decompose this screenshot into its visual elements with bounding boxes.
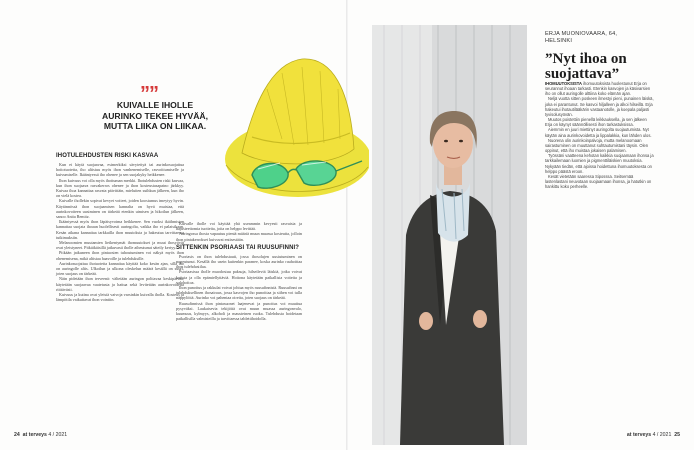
paragraph: Kuivalle iholle voi käyttää yhä useammin kevyesti rasvaisia ja hajusteettomia tuotteita, joita on helppo levittää. xyxy=(176,221,302,232)
issue-number: 4 / 2021 xyxy=(48,432,68,438)
paragraph: Aurinkosuojattua ihotuotetta kannattaa käyttää koko kesän ajan, sillä iho on auringolle altis. Ulkoilun ja ulkona oleskelun määrä kesällä on suuri, joten suojaus on tärkeää. xyxy=(56,260,184,277)
paragraph: Auringossa ihosta vapautuu pieniä määriä muun muassa kosteutta, jolloin ihon pintakerrokset kuivuvat entisestään. xyxy=(176,231,302,242)
paragraph: Kuivalle ihollekin sopivat kevyet voiteet, joiden koostumus imeytyy hyvin. Käytännössä ihon suojaamisen kannalta on hyvä muistaa, että aurinkovoiteen uusiminen on tärkeää etenkin uimisen ja hikoilun jälkeen, sanoo Anita Remitz. xyxy=(56,198,184,220)
paragraph: Ihon kuivuus voi olla myös ihottuman merkki. Ihotulehdusten riski kasvaa, kun ihon suojaava rasvakerros ohenee ja ihon kosteustasapaino järkkyy. Kuivaa ihoa kannattaa rasvata päivittäin, mieluiten suihkun jälkeen, kun iho on vielä kostea. xyxy=(56,177,184,199)
quote-mark: ”” xyxy=(140,83,158,105)
portrait-photo xyxy=(372,25,527,445)
article-column-2 xyxy=(176,221,302,321)
page-number: 24 xyxy=(14,432,20,438)
lead-bold: IHOMUUTOKSISTA xyxy=(545,81,582,86)
paragraph: Muutos poistettiin pienellä leikkauksella, ja sen jälkeen Erja on käynyt säännöllisesti ihon tarkastuksissa. xyxy=(545,117,647,128)
pull-quote: KUIVALLE IHOLLE AURINKO TEKEE HYVÄÄ, MUTTA LIIKA ON LIIKAA. xyxy=(102,100,208,131)
byline-city: HELSINKI xyxy=(545,38,573,44)
paragraph: Nuorena olin aurinkoinpalvoja, mutta melanoomaan sairastuminen on muuttanut suhtautumistani täysin. Olen oppinut, että iho muistaa jokaisen palamisen. xyxy=(545,137,649,154)
paragraph: Psoriasis on ihon tulehdustauti, jossa ihosolujen uusiutuminen on nopeutunut. Kesällä iho usein kuitenkin paranee, koska aurinko rauhoittaa ihon tulehdustilaa. xyxy=(176,253,302,270)
paragraph: Ikääntyessä myös ihon läpäisyvoima heikkenee. Sen vuoksi ikäihmisten kannattaa suojata ihoaan huolellisesti auringolta, vaikka iho ei palaisikaan. Kesän aikana kannattaa tarkkailla ihon muutoksia ja hakeutua tarvittaessa tutkimuksiin. xyxy=(56,219,184,240)
magazine-brand: at terveys xyxy=(22,432,47,438)
paragraph: Neljä vuotta sitten poskeen ilmestyi pieni, punainen läiskä, joka ei parantunut. Se kasvoi hiljalleen ja alkoi hilseillä. Erja hakeutui ihotautilääkärin vastaanotolle, ja koepala paljasti tyvisolusyövän. xyxy=(545,96,654,117)
paragraph: Melanoomien muutamien lieikentymät ihomuutokset ja muut ihosyövät ovat yleistyneet. Pitkäikäisillä jatkuvasti iholle aiheutunut säteily kertyy. xyxy=(56,240,184,251)
byline xyxy=(545,31,617,45)
paragraph: Kesät vietetään saaressa Siposssa. Seitsemää lastenlastani neuvotaan suojaamaan ihonsa, ja hatutkin on hankittu koko perheelle. xyxy=(545,173,652,190)
headline: ”Nyt ihoa on suojattava” xyxy=(545,51,627,82)
page-number: 25 xyxy=(674,432,680,438)
paragraph: Työssäni vaatteena kehotan kaikkia suojaamaan ihonsa ja tarkkailemaan luomien ja pigmenttiläiskien muutoksia. Nykyään tiedän, että ajoissa hoidettuna ihomuutoksesta on helppo päästä eroon. xyxy=(545,153,654,174)
magazine-brand: at terveys xyxy=(626,432,652,438)
folio-left xyxy=(14,432,67,438)
lead-text: ihomuutoksista huolestunut Erja on seurannut ihoaan tarkasti. Etenkin kasvojen ja käsivarsien iho on ollut auringolle alttiina koko elämän ajan. xyxy=(545,81,651,97)
sun-hat-icon xyxy=(225,59,369,197)
folio-right xyxy=(627,432,680,438)
issue-number: 4 / 2021 xyxy=(652,432,672,438)
paragraph: Kun ei käytä suojaavaa, esimerkiksi sävytettyä tai aurinkosuojattua hoitotuotetta, iho altistuu myös ihon vanhenemiselle, rasvoittumiselle ja kuivumiselle. Ikääntyessä iho ohenee ja sen suojakyky heikkenee. xyxy=(56,162,184,178)
paragraph: Pitkään jatkuneen ihon pintaosien tuhoutuminen voi näkyä myös ihon ohenemisena, mikä altistaa haavoille ja tulehduksille. xyxy=(56,250,184,261)
article-column-1 xyxy=(56,153,184,302)
section-heading-1: IHOTULEHDUSTEN RISKI KASVAA xyxy=(56,153,159,159)
lead-paragraph xyxy=(545,81,655,96)
paragraph: Psoriaasissa iholle muodostuu paksuja, hilseileviä läiskiä, jotka voivat kutista ja olla epämiellyttäviä. Hoitona käytetään paikallisia voiteita ja valohoitoa. xyxy=(176,269,302,285)
profile-column xyxy=(545,81,655,189)
paragraph: Kuivuus ja kutina ovat yleisiä vaivoja varsinkin kuivalla iholla. Kosteus ja lämpötila vaikuttavat ihon vointiin. xyxy=(56,292,184,303)
paragraph: Näin pidetään ihon terveenä: vältetään auringon polttavaa keskipäivää, käytetään suojaavaa vaatetusta ja hattua sekä levitetään aurinkovoidetta riittävästi. xyxy=(56,276,184,292)
paragraph: Ihon punoitus ja rakkulat voivat johtua myös ruusufinnistä. Ruusufinni on tulehduksellinen ihosairaus, jossa kasvojen iho punoittaa ja siihen voi tulla näppylöitä. Aurinko voi pahentaa oireita, joten suojaus on tärkeää. xyxy=(176,285,302,301)
byline-name: ERJA MUONIOVAARA, 64, xyxy=(545,31,618,37)
hat-illustration xyxy=(222,49,369,209)
paragraph: Ruusufinnissä ihon pintasuonet laajenevat ja punoitus voi muuttua pysyväksi. Laukaisevia tekijöitä ovat muun muassa auringonvalo, kuumuus, kylmyys, alkoholi ja mausteinen ruoka. Tulehdusta hoidetaan paikallisilla valmisteilla ja tarvittaessa tablettihoidolla. xyxy=(176,300,302,322)
paragraph: Aiemmin en juuri miettinyt auringolta suojautumista. Nyt käytän aina aurinkovoidetta ja lippalakkia, kun lähden ulos. xyxy=(545,127,652,138)
section-heading-2: SITTENKIN PSORIAASI TAI RUUSUFINNI? xyxy=(176,244,300,251)
